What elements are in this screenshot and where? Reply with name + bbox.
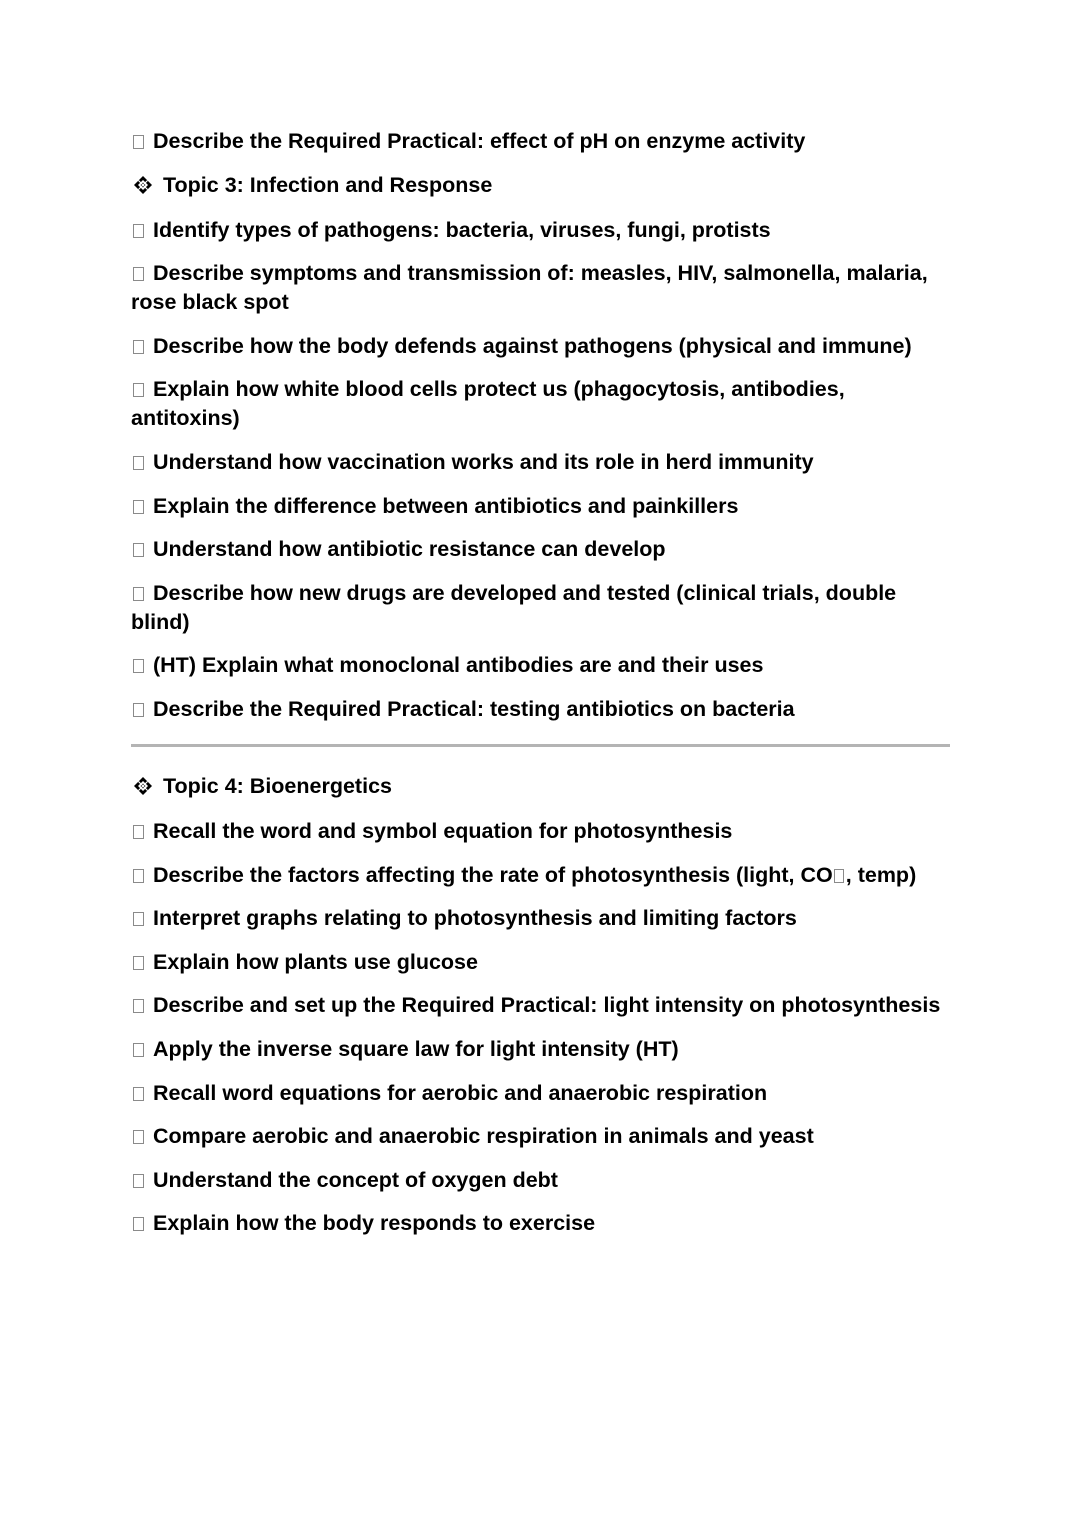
- section-divider: [131, 744, 950, 747]
- checklist-item: [131, 991, 951, 1020]
- checklist-item: [131, 817, 951, 846]
- checkbox-icon: [133, 1130, 144, 1144]
- checklist-item: [131, 695, 951, 724]
- checkbox-icon: [133, 659, 144, 673]
- topic-heading: [131, 772, 951, 801]
- checkbox-icon: [133, 912, 144, 926]
- checkbox-icon: [133, 869, 144, 883]
- checkbox-icon: [133, 224, 144, 238]
- checklist-item-text: Apply the inverse square law for light intensity (HT): [153, 1036, 679, 1061]
- checklist-item-text: Recall the word and symbol equation for photosynthesis: [153, 818, 733, 843]
- checklist-item-text-cont: , temp): [845, 862, 917, 887]
- checklist-item: [131, 948, 951, 977]
- checklist-item: [131, 332, 951, 361]
- checkbox-icon: [133, 383, 144, 397]
- checklist-item: [131, 904, 951, 933]
- checkbox-icon: [133, 1174, 144, 1188]
- checklist-item-text: Understand how antibiotic resistance can develop: [153, 537, 666, 562]
- missing-glyph-icon: [834, 869, 844, 883]
- checklist-content: [131, 127, 951, 1253]
- checkbox-icon: [133, 456, 144, 470]
- checkbox-icon: [133, 500, 144, 514]
- checkbox-icon: [133, 1087, 144, 1101]
- checkbox-icon: [133, 1043, 144, 1057]
- topic-heading-text: Topic 3: Infection and Response: [163, 172, 493, 197]
- checklist-item-text: Describe the Required Practical: effect of pH on enzyme activity: [153, 129, 806, 153]
- checklist-item: [131, 1035, 951, 1064]
- checklist-item: [131, 216, 951, 245]
- checklist-item-text: Explain how white blood cells protect us (phagocytosis, antibodies, antitoxins): [131, 377, 845, 431]
- checklist-item-text: Describe and set up the Required Practical: light intensity on photosynthesis: [153, 993, 941, 1018]
- checklist-item-text: Describe the Required Practical: testing antibiotics on bacteria: [153, 696, 795, 721]
- checklist-item-text: Identify types of pathogens: bacteria, viruses, fungi, protists: [153, 217, 771, 242]
- checklist-item-text: (HT) Explain what monoclonal antibodies are and their uses: [153, 653, 764, 678]
- topic-heading-text: Topic 4: Bioenergetics: [163, 773, 392, 798]
- checklist-item: [131, 375, 951, 433]
- checklist-item: [131, 492, 951, 521]
- checklist-item: [131, 579, 951, 637]
- checkbox-icon: [133, 825, 144, 839]
- checklist-item-text: Understand how vaccination works and its role in herd immunity: [153, 449, 814, 474]
- checklist-item-text: Explain how the body responds to exercise: [153, 1211, 596, 1236]
- checkbox-icon: [133, 703, 144, 717]
- checkbox-icon: [133, 267, 144, 281]
- checklist-item-text: Describe the factors affecting the rate of photosynthesis (light, CO: [153, 862, 833, 887]
- checklist-item: [131, 651, 951, 680]
- checkbox-icon: [133, 999, 144, 1013]
- checklist-item-text: Describe symptoms and transmission of: measles, HIV, salmonella, malaria, rose black spot: [131, 261, 928, 315]
- checklist-item-text: Recall word equations for aerobic and anaerobic respiration: [153, 1080, 768, 1105]
- checklist-item: [131, 1079, 951, 1108]
- checkbox-icon: [133, 135, 144, 149]
- checklist-item-text: Understand the concept of oxygen debt: [153, 1167, 558, 1192]
- checklist-item: [131, 535, 951, 564]
- checkbox-icon: [133, 1217, 144, 1231]
- diamond-icon: [133, 175, 153, 195]
- checklist-item-text: Compare aerobic and anaerobic respiration in animals and yeast: [153, 1124, 814, 1149]
- checklist-item: [131, 448, 951, 477]
- checklist-item-text: Describe how new drugs are developed and tested (clinical trials, double blind): [131, 580, 897, 634]
- checklist-item-text: Explain how plants use glucose: [153, 949, 478, 974]
- checklist-item-text: Explain the difference between antibiotics and painkillers: [153, 493, 739, 518]
- checklist-item: [131, 259, 951, 317]
- checklist-item: [131, 861, 951, 890]
- checklist-item: [131, 1122, 951, 1151]
- checklist-item: [131, 1209, 951, 1238]
- checklist-item-text: Interpret graphs relating to photosynthesis and limiting factors: [153, 906, 797, 931]
- checkbox-icon: [133, 587, 144, 601]
- topic-heading: [131, 171, 951, 200]
- checklist-item-text: Describe how the body defends against pathogens (physical and immune): [153, 333, 912, 358]
- diamond-icon: [133, 776, 153, 796]
- checkbox-icon: [133, 956, 144, 970]
- checklist-item: [131, 127, 951, 156]
- checkbox-icon: [133, 543, 144, 557]
- checkbox-icon: [133, 340, 144, 354]
- checklist-item: [131, 1166, 951, 1195]
